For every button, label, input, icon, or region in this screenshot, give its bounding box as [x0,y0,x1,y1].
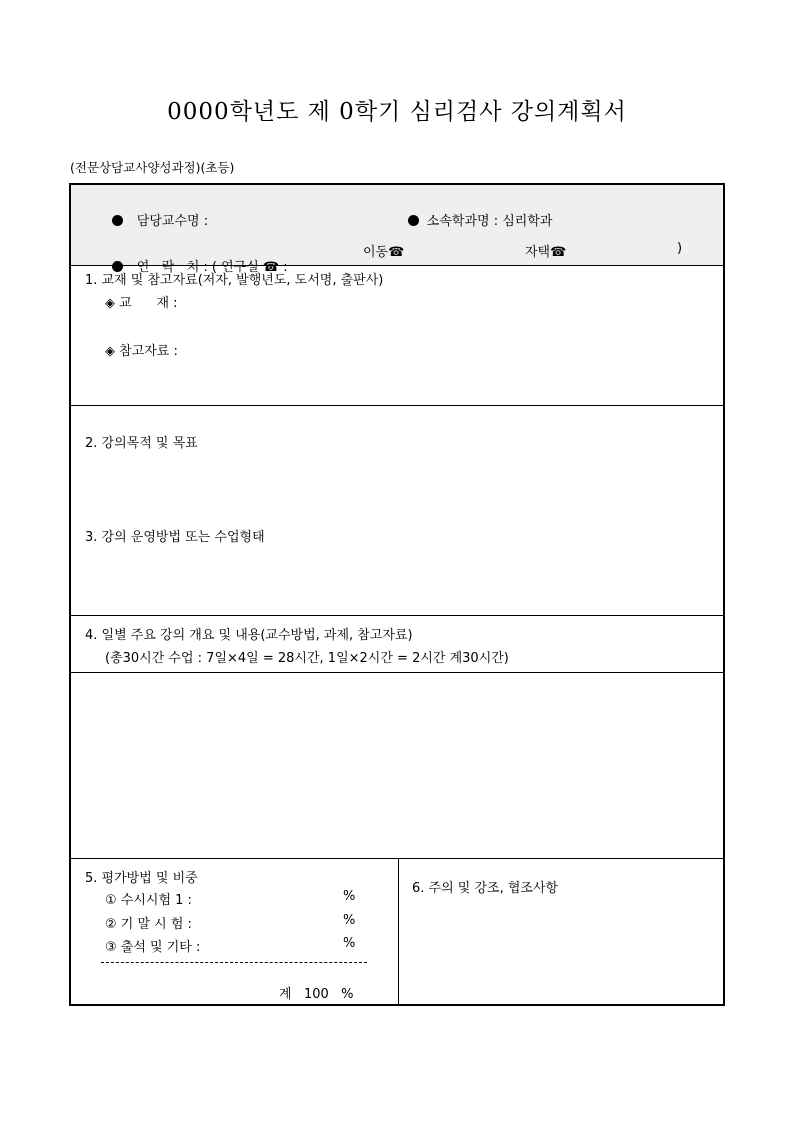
contact-close-paren: ) [677,241,683,256]
reference-label: ◈ 참고자료 : [105,344,178,359]
department-row [383,195,552,244]
contact-label: 연 락 처 : ( 연구실 ☎ : [136,260,288,275]
schedule-content-area [71,673,723,859]
mobile-phone-label: 이동☎ [363,245,405,260]
textbook-label: ◈ 교 재 : [105,296,178,311]
textbook-section [71,266,723,406]
notes-heading: 6. 주의 및 강조, 협조사항 [412,881,559,896]
method-heading: 3. 강의 운영방법 또는 수업형태 [85,530,265,545]
evaluation-item-1: ① 수시시험 1 : [105,893,192,908]
bullet-icon [408,215,419,226]
evaluation-item-2-unit: % [343,913,356,928]
notes-section [398,859,723,1006]
evaluation-item-1-unit: % [343,889,356,904]
evaluation-item-3-unit: % [343,936,356,951]
professor-row [87,195,208,244]
evaluation-item-3: ③ 출석 및 기타 : [105,940,201,955]
evaluation-heading: 5. 평가방법 및 비중 [85,871,198,886]
department-label: 소속학과명 : 심리학과 [426,214,553,229]
dashed-divider [101,962,367,963]
purpose-heading: 2. 강의목적 및 목표 [85,436,198,451]
evaluation-total: 계 100 % [279,987,354,1002]
instructor-info-section [71,185,723,275]
evaluation-item-2: ② 기 말 시 험 : [105,917,192,932]
syllabus-form [69,183,725,1006]
home-phone-label: 자택☎ [525,245,567,260]
bullet-icon [112,215,123,226]
course-subtitle: (전문상담교사양성과정)(초등) [70,160,235,175]
textbook-heading: 1. 교재 및 참고자료(저자, 발행년도, 도서명, 출판사) [85,273,384,288]
page-title: 0000학년도 제 0학기 심리검사 강의계획서 [167,99,627,125]
schedule-note: (총30시간 수업 : 7일×4일 = 28시간, 1일×2시간 = 2시간 계30시간) [105,651,509,666]
evaluation-section [71,859,399,1006]
bottom-section [71,859,723,1006]
schedule-header-section [71,616,723,673]
professor-label: 담당교수명 : [136,214,209,229]
purpose-section [71,406,723,616]
schedule-heading: 4. 일별 주요 강의 개요 및 내용(교수방법, 과제, 참고자료) [85,628,413,643]
